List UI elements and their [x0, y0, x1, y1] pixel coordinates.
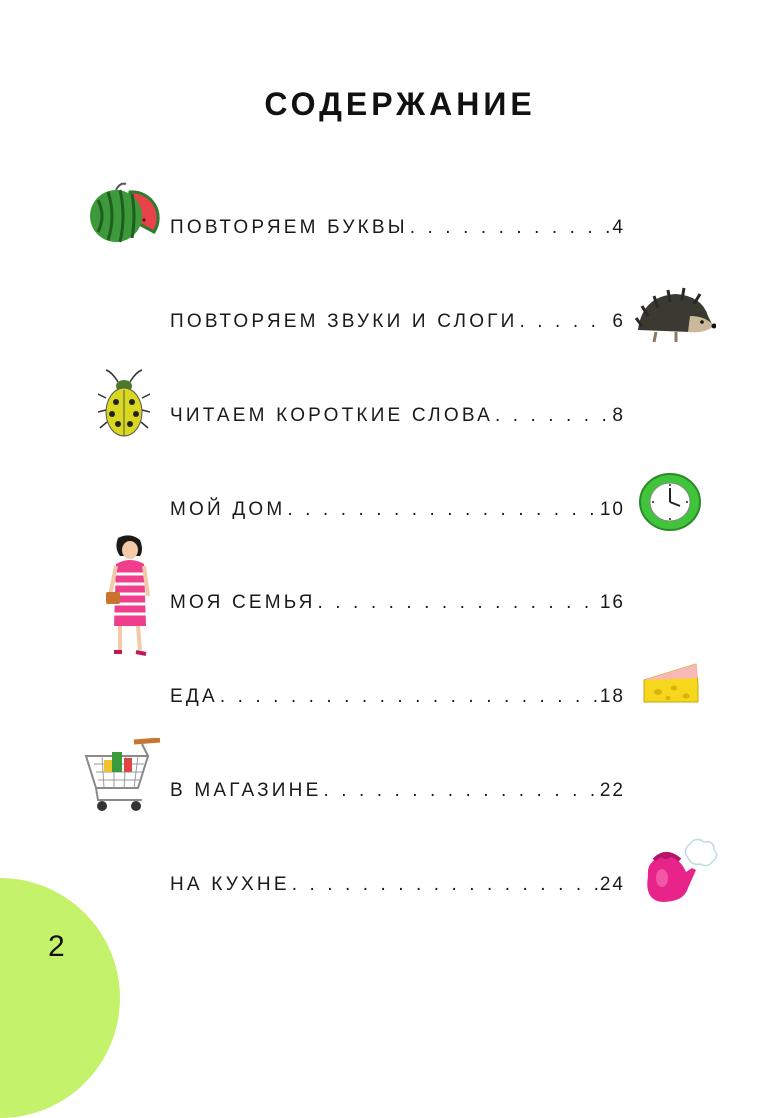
kettle-icon [632, 832, 720, 910]
toc-item[interactable] [170, 770, 625, 800]
page-number: 2 [48, 930, 65, 963]
toc-item-label: НА КУХНЕ [170, 874, 290, 895]
toc-leader-dots [520, 312, 611, 331]
toc-item[interactable] [170, 582, 625, 612]
toc-item-label: МОЯ СЕМЬЯ [170, 592, 316, 613]
toc-leader-dots [323, 781, 597, 800]
page-corner-circle [0, 878, 120, 1118]
cheese-icon [640, 660, 702, 706]
toc-item[interactable] [170, 207, 625, 237]
toc-leader-dots [220, 687, 598, 706]
toc-item-page: 24 [599, 874, 625, 895]
toc-leader-dots [495, 406, 610, 425]
toc-item[interactable] [170, 489, 625, 519]
toc-item-page: 8 [612, 405, 625, 426]
toc-item[interactable] [170, 395, 625, 425]
toc-item-label: ПОВТОРЯЕМ ЗВУКИ И СЛОГИ [170, 311, 518, 332]
hedgehog-icon [632, 286, 716, 348]
toc-leader-dots [318, 593, 598, 612]
toc-item-page: 18 [599, 686, 625, 707]
beetle-icon [98, 368, 150, 440]
toc-item-page: 10 [599, 499, 625, 520]
toc-item-page: 16 [599, 592, 625, 613]
toc-item-page: 22 [599, 780, 625, 801]
woman-icon [104, 534, 154, 662]
toc-item-page: 4 [612, 217, 625, 238]
toc-item-label: В МАГАЗИНЕ [170, 780, 322, 801]
toc-leader-dots [292, 875, 598, 894]
watermelon-icon [84, 180, 160, 246]
toc-item-page: 6 [612, 311, 625, 332]
toc-item-label: ЕДА [170, 686, 218, 707]
toc-item-label: ЧИТАЕМ КОРОТКИЕ СЛОВА [170, 405, 493, 426]
toc-item-label: МОЙ ДОМ [170, 499, 286, 520]
toc-leader-dots [287, 500, 597, 519]
page-title: СОДЕРЖАНИЕ [264, 86, 536, 122]
shopping-cart-icon [82, 738, 162, 814]
toc-leader-dots [410, 218, 611, 237]
toc-item[interactable] [170, 676, 625, 706]
clock-icon [638, 472, 702, 532]
toc-item[interactable] [170, 301, 625, 331]
toc-item-label: ПОВТОРЯЕМ БУКВЫ [170, 217, 408, 238]
toc-item[interactable] [170, 864, 625, 894]
